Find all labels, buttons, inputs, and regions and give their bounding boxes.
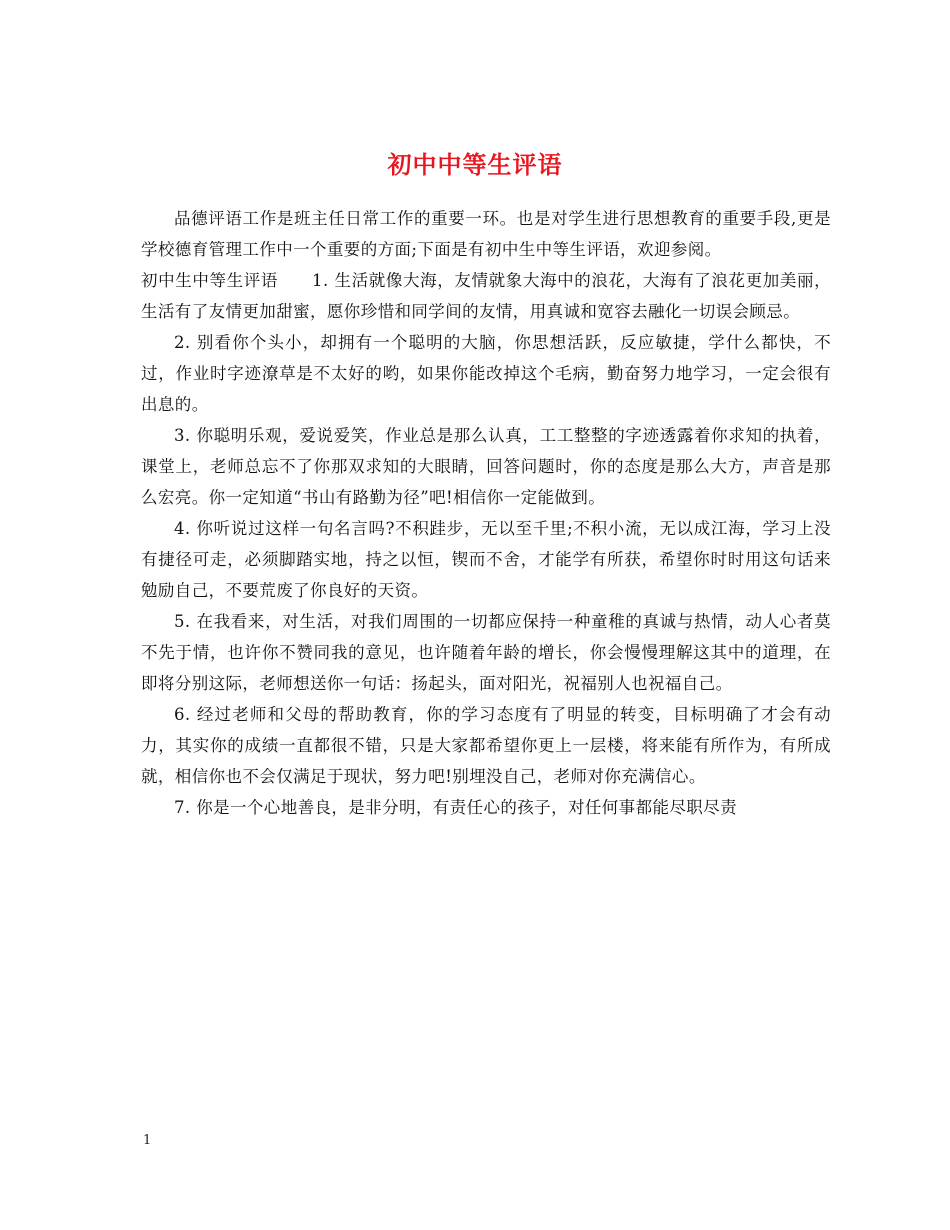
comment-item-3: 3. 你聪明乐观，爱说爱笑，作业总是那么认真，工工整整的字迹透露着你求知的执着，课堂上，老师总忘不了你那双求知的大眼睛，回答问题时，你的态度是那么大方，声音是那么宏亮。你一定知道“书山有路勤为径”吧!相信你一定能做到。 [141,426,831,507]
page-number: 1 [143,1133,152,1148]
comment-item-5: 5. 在我看来，对生活，对我们周围的一切都应保持一种童稚的真诚与热情，动人心者莫不先于情，也许你不赞同我的意见，也许随着年龄的增长，你会慢慢理解这其中的道理，在即将分别这际，老师想送你一句话：扬起头，面对阳光，祝福别人也祝福自己。 [141,612,831,693]
comment-item-2: 2. 别看你个头小，却拥有一个聪明的大脑，你思想活跃，反应敏捷，学什么都快，不过，作业时字迹潦草是不太好的哟，如果你能改掉这个毛病，勤奋努力地学习，一定会很有出息的。 [141,333,831,414]
comment-item-4: 4. 你听说过这样一句名言吗?不积跬步，无以至千里;不积小流，无以成江海，学习上没有捷径可走，必须脚踏实地，持之以恒，锲而不舍，才能学有所获，希望你时时用这句话来勉励自己，不要荒废了你良好的天资。 [141,519,831,600]
comment-item-1 [141,265,831,327]
comment-item-6: 6. 经过老师和父母的帮助教育，你的学习态度有了明显的转变，目标明确了才会有动力，其实你的成绩一直都很不错，只是大家都希望你更上一层楼，将来能有所作为，有所成就，相信你也不会仅满足于现状，努力吧!别埋没自己，老师对你充满信心。 [141,705,831,786]
comment-item-7: 7. 你是一个心地善良，是非分明，有责任心的孩子，对任何事都能尽职尽责 [174,798,737,817]
intro-paragraph: 品德评语工作是班主任日常工作的重要一环。也是对学生进行思想教育的重要手段,更是学校德育管理工作中一个重要的方面;下面是有初中生中等生评语，欢迎参阅。 [141,209,831,259]
section-label: 初中生中等生评语 [141,271,279,290]
page-title: 初中中等生评语 [387,150,563,180]
comment-item-1-text: 1. 生活就像大海，友情就象大海中的浪花，大海有了浪花更加美丽，生活有了友情更加甜蜜，愿你珍惜和同学间的友情，用真诚和宽容去融化一切误会顾忌。 [141,271,831,321]
document-body [141,203,831,823]
